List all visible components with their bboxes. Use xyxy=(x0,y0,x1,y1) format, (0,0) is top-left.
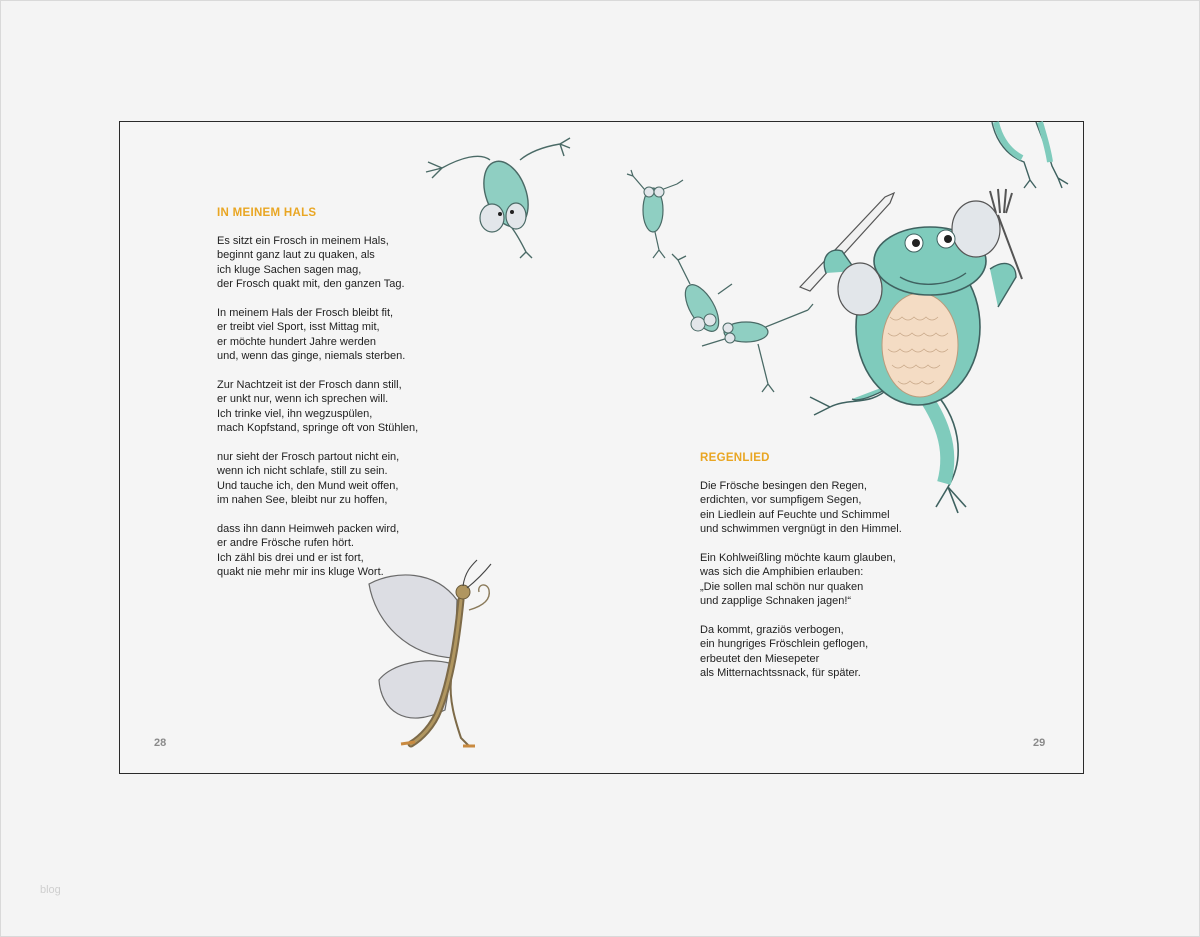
poem-line: was sich die Amphibien erlauben: xyxy=(700,566,864,579)
poem-line: und schwimmen vergnügt in den Himmel. xyxy=(700,523,902,536)
poem-line: im nahen See, bleibt nur zu hoffen, xyxy=(217,494,388,507)
poem-line: In meinem Hals der Frosch bleibt fit, xyxy=(217,307,394,319)
left-page-number: 28 xyxy=(154,737,167,749)
poem-line: er treibt viel Sport, isst Mittag mit, xyxy=(217,321,380,334)
right-page-number: 29 xyxy=(1033,737,1046,749)
poem-line: Ein Kohlweißling möchte kaum glauben, xyxy=(700,552,896,564)
left-poem-title: IN MEINEM HALS xyxy=(217,207,317,219)
left-stanza-1 xyxy=(217,234,405,292)
poem-line: erdichten, vor sumpfigem Segen, xyxy=(700,494,862,507)
right-stanza-2 xyxy=(700,551,896,609)
big-frog-illustration xyxy=(790,177,1040,527)
frog-legs-corner-illustration xyxy=(986,122,1070,194)
poem-line: Zur Nachtzeit ist der Frosch dann still, xyxy=(217,379,402,391)
poem-line: wenn ich nicht schlafe, still zu sein. xyxy=(217,465,388,478)
poem-line: mach Kopfstand, springe oft von Stühlen, xyxy=(217,422,419,435)
poem-line: Ich trinke viel, ihn wegzuspülen, xyxy=(217,407,373,420)
poem-line: nur sieht der Frosch partout nicht ein, xyxy=(217,451,400,463)
poem-line: der Frosch quakt mit, den ganzen Tag. xyxy=(217,278,405,291)
poem-line: Ich zähl bis drei und er ist fort, xyxy=(217,551,364,564)
left-stanza-4 xyxy=(217,450,399,508)
watermark-text: blog xyxy=(40,884,61,896)
poem-line: er möchte hundert Jahre werden xyxy=(217,335,376,348)
book-spread xyxy=(119,121,1084,774)
poem-line: und, wenn das ginge, niemals sterben. xyxy=(217,350,406,363)
poem-line: ein Liedlein auf Feuchte und Schimmel xyxy=(700,508,890,521)
falling-frog-illustration xyxy=(625,170,685,260)
poem-line: als Mitternachtssnack, für später. xyxy=(700,667,861,680)
poem-line: und zapplige Schnaken jagen!“ xyxy=(700,595,852,608)
poem-line: ich kluge Sachen sagen mag, xyxy=(217,263,362,276)
poem-line: ein hungriges Fröschlein geflogen, xyxy=(700,638,869,651)
poem-line: erbeutet den Miesepeter xyxy=(700,652,820,665)
poem-line: er andre Frösche rufen hört. xyxy=(217,537,354,550)
poem-line: Und tauche ich, den Mund weit offen, xyxy=(217,479,399,492)
butterfly-illustration xyxy=(365,560,505,760)
poem-line: Da kommt, graziös verbogen, xyxy=(700,624,844,636)
small-frog-illustration xyxy=(420,130,572,260)
left-stanza-2 xyxy=(217,306,405,364)
left-stanza-3 xyxy=(217,378,418,436)
right-stanza-3 xyxy=(700,623,868,681)
poem-line: beginnt ganz laut zu quaken, als xyxy=(217,249,375,262)
poem-line: dass ihn dann Heimweh packen wird, xyxy=(217,523,400,535)
poem-line: quakt nie mehr mir ins kluge Wort. xyxy=(217,566,384,579)
right-poem-title: REGENLIED xyxy=(700,452,770,464)
poem-line: er unkt nur, wenn ich sprechen will. xyxy=(217,393,389,406)
poem-line: Es sitzt ein Frosch in meinem Hals, xyxy=(217,235,389,247)
poem-line: Die Frösche besingen den Regen, xyxy=(700,480,867,492)
poem-line: „Die sollen mal schön nur quaken xyxy=(700,580,864,593)
